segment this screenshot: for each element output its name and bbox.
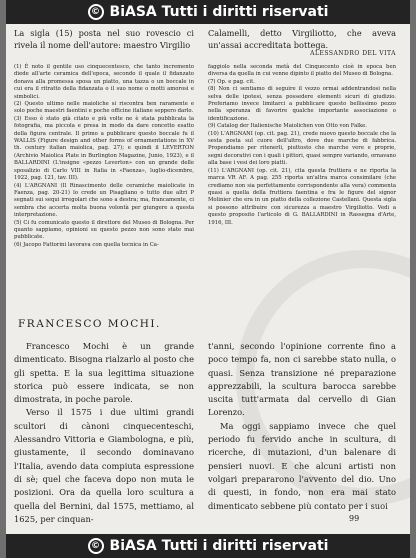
copyright-icon: © — [88, 538, 104, 554]
footnotes-left — [14, 64, 194, 249]
footnote: (5) Ci fu comunicato questo il direttore del Museo di Bologna. Per quanto sappiamo, opinioni su questo pezzo non sono state mai pubblicate. — [14, 219, 194, 241]
footnote: (10) L'ARGNANI (op. cit. pag. 21), crede nuovo questo boccale che la sesta posta sul cuore dell'altro, dove due marche di fabbrica. Propendiamo per ritenerli, piuttosto che marche vere e proprie, segni decorativi con i quali i pittori, quasi sempre variando, ornavano alla base i vesi dei loro piatti. — [208, 130, 396, 167]
section-title: FRANCESCO MOCHI. — [18, 318, 161, 330]
copyright-icon: © — [88, 4, 104, 20]
footnote: (1) È noto il gentile uso cinquecentesco, che tanto incremento diede all'arte ceramica dell'epoca, secondo il quale il fidanzato donava alla promessa sposa un piatto, una tazza o un boccale in cui era il ritratto della fidanzata o il suo nome o motti amorosi e simbolici. — [14, 64, 194, 100]
document-page — [6, 0, 410, 558]
footnote: (4) L'ARGNANI (Il Rinascimento delle ceramiche maiolicate in Faenza, pag. 20-21) lo crede un Pisagliano o tutto due altri P segnati sui sequi irregolari che sono a destra; ma, francamente, ci sembra che accerta molta buona volontà per giungere a questa interpretazione. — [14, 182, 194, 219]
body-left — [14, 340, 194, 526]
intro-left: La sigla (15) posta nel suo rovescio ci rivela il nome dell'autore: maestro Virgilio — [14, 28, 194, 50]
author-signature: ALESSANDRO DEL VITA — [310, 50, 396, 57]
banner-text-top: BiASA Tutti i diritti riservati — [109, 4, 329, 20]
footnote: (9) Catalog der Italienische Maiolichen von Otto von Falke. — [208, 123, 367, 130]
body-right — [208, 340, 396, 513]
page-number: 99 — [349, 514, 360, 523]
footnote: (11) L'ARGNANI (op. cit. 21), cita questa fruttiera e ne riporta la marca VR AF. A pag. 255 riporta un'altra marca consimilare (che crediamo non sia perfettamente corrispondente alla vera) commenta quasi a quella della fruttiera faentina e fra le figure del signor Molinier che era in un piatto della collezione Castellani. Questa sigla si possono attribuire con sicurezza a maestro Virgiliotto. Vedi a questo proposito l'articolo di G. BALLARDINI in Rassegna d'Arte, 1916, III. — [208, 167, 396, 226]
intro-right: Calamelli, detto Virgiliotto, che aveva un'assai accreditata bottega. — [208, 28, 396, 50]
banner-text-bottom: BiASA Tutti i diritti riservati — [109, 538, 329, 554]
body-paragraph: Ma oggi sappiamo invece che quel periodo fu fervido anche in scultura, di ricerche, di mutazioni, d'un balenare di pensieri nuovi. E che alcuni artisti non volgari prepararono l'avvento del dio. Uno di questi, in fondo, non era mai stato dimenticato sebbene più contato per i suoi — [208, 420, 396, 511]
footnote: (6) Jacopo Fattorini lavorava con quella tecnica in Ca- — [14, 241, 159, 248]
body-paragraph: Francesco Mochi è un grande dimenticato. Bisogna rialzarlo al posto che gli spetta. E la sua legittima situazione storica può essere indicata, se non dimostrata, in poche parole. — [14, 341, 194, 405]
footnote: (2) Questo ultimo nelle maioliche si riscontra ben raramente e solo poche maestri faentini e poche officine italiane seppero darlo. — [14, 101, 194, 115]
footnote: (7) Op. e pag. cit. — [208, 78, 255, 85]
footnote: (8) Non ci sentiamo di seguire il vezzo ormai addentrandosi nella selva delle ipotesi, senza possedere elementi sicuri di giudizio. Preferiamo invece limitarci a pubblicare questo bellissimo pezzo nella speranza di favorire qualche importante associazione o identificazione. — [208, 86, 396, 122]
footnote: faggiolo nella seconda metà del Cinquecento cioè in epoca ben diversa da quella in cui venne dipinto il piatto del Museo di Bologna. — [208, 64, 396, 78]
watermark-banner-bottom — [6, 534, 410, 558]
body-paragraph: Verso il 1575 i due ultimi grandi scultori di cànoni cinquecenteschi, Alessandro Vittoria e Giambologna, e più, giustamente, il secondo dominavano l'Italia, avendo data compiuta espressione di sè; quel che faceva dopo non muta le posizioni. Ora da quella loro scultura a quella del Bernini, dal 1575, mettiamo, al 1625, per cinquan- — [14, 407, 194, 524]
body-paragraph: t'anni, secondo l'opinione corrente fino a poco tempo fa, non ci sarebbe stato nulla, o quasi. Senza transizione né preparazione apprezzabili, la scultura barocca sarebbe uscita tutt'armata dal cervello di Gian Lorenzo. — [208, 341, 396, 418]
footnote: (3) Esso è stato già citato e più volte ne è stata pubblicata la fotografia, ma piccola e presa in modo da dare concetto esatto della figura centrale. Il primo a pubblicare questo boccale fu il WALLIS (Figure design and other forms of ornamentations in XV th. century italian maiolica, pag. 27); e quindi il LEVERTON (Archivio Maiolica Plate in Burlington Magazine, Junio, 1923), e il BALLARDINI (L'insigne «pezzo Leverton» con un grande delle sposalizio di Carlo VIII in Italia in «Faenza», luglio-dicembre, 1922, pag. 121, tav. III). — [14, 115, 194, 182]
watermark-banner-top — [6, 0, 410, 24]
footnotes-right — [208, 64, 396, 227]
